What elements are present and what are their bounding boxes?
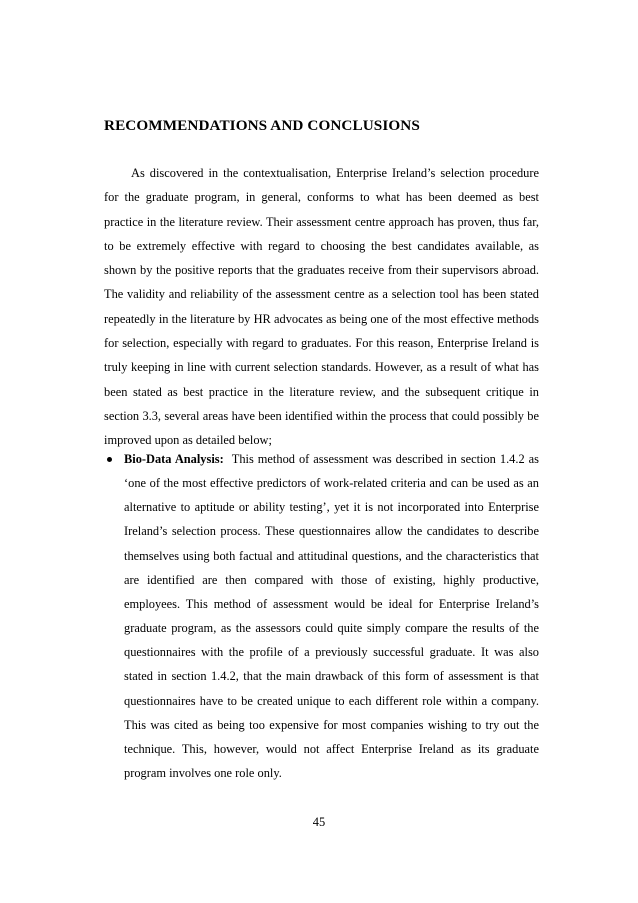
bullet-icon — [107, 457, 112, 462]
section-heading: RECOMMENDATIONS AND CONCLUSIONS — [104, 117, 420, 134]
recommendation-list — [104, 447, 539, 785]
page-number: 45 — [312, 815, 326, 829]
recommendation-title: Bio-Data Analysis: — [124, 452, 224, 466]
recommendation-item — [104, 447, 539, 785]
recommendation-body: This method of assessment was described in section 1.4.2 as ‘one of the most effective predictors of work-related criteria and can be used as an alternative to aptitude or ability testing’, yet it is not incorporated into Enterprise Ireland’s selection process. These questionnaires allow the candidates to describe themselves using both factual and attitudinal questions, and the characteristics that are identified are then compared with those of existing, highly productive, employees. This method of assessment would be ideal for Enterprise Ireland’s graduate program, as the assessors could quite simply compare the results of the questionnaires with the profile of a previously successful graduate. It was also stated in section 1.4.2, that the main drawback of this form of assessment is that questionnaires have to be created unique to each different role within a company. This was cited as being too expensive for most companies wishing to try out the technique. This, however, would not affect Enterprise Ireland as its graduate program involves one role only. — [124, 452, 540, 781]
intro-paragraph: As discovered in the contextualisation, Enterprise Ireland’s selection procedure for the graduate program, in general, conforms to what has been deemed as best practice in the literature review. Their assessment centre approach has proven, thus far, to be extremely effective with regard to choosing the best candidates available, as shown by the positive reports that the graduates receive from their supervisors abroad. The validity and reliability of the assessment centre as a selection tool has been stated repeatedly in the literature by HR advocates as being one of the most effective methods for selection, especially with regard to graduates. For this reason, Enterprise Ireland is truly keeping in line with current selection standards. However, as a result of what has been stated as best practice in the literature review, and the subsequent critique in section 3.3, several areas have been identified within the process that could possibly be improved upon as detailed below; — [104, 166, 539, 448]
